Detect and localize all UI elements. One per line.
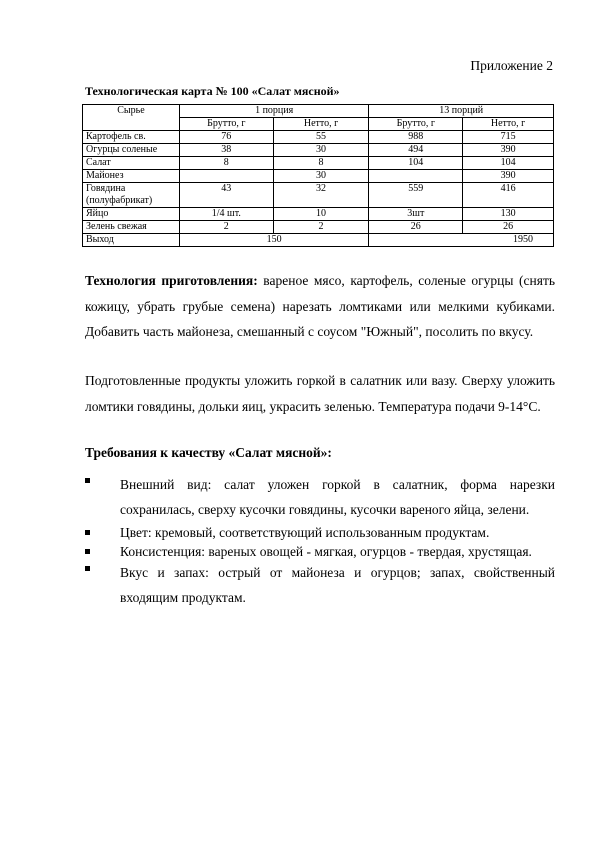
gross-thirteen <box>369 170 463 183</box>
gross-one: 76 <box>179 131 273 144</box>
net-one: 30 <box>273 170 369 183</box>
requirement-text: Внешний вид: салат уложен горкой в салатник, форма нарезки сохранилась, сверху кусочки говядины, кусочки вареного яйца, зелени. <box>120 477 555 517</box>
list-item <box>85 543 555 560</box>
ingredient-name: Картофель св. <box>83 131 180 144</box>
output-row <box>83 234 554 247</box>
table-row <box>83 221 554 234</box>
bullet-icon <box>85 530 90 535</box>
gross-thirteen: 988 <box>369 131 463 144</box>
preparation-paragraph: Подготовленные продукты уложить горкой в салатник или вазу. Сверху уложить ломтики говядины, дольки яиц, украсить зеленью. Температура подачи 9-14°С. <box>85 373 555 414</box>
header-net-13: Нетто, г <box>463 118 554 131</box>
net-one: 30 <box>273 144 369 157</box>
list-item <box>85 560 555 610</box>
requirement-text: Консистенция: вареных овощей - мягкая, огурцов - твердая, хрустящая. <box>120 544 532 559</box>
table-row <box>83 170 554 183</box>
table-row <box>83 183 554 208</box>
table-row <box>83 131 554 144</box>
gross-thirteen: 494 <box>369 144 463 157</box>
bullet-icon <box>85 566 90 571</box>
technology-paragraph <box>85 268 555 345</box>
net-one: 8 <box>273 157 369 170</box>
quality-title: Требования к качеству «Салат мясной»: <box>85 445 332 460</box>
bullet-icon <box>85 549 90 554</box>
net-thirteen: 715 <box>463 131 554 144</box>
list-item <box>85 524 555 541</box>
header-raw: Сырье <box>83 105 180 131</box>
list-item <box>85 472 555 522</box>
header-thirteen-portions: 13 порций <box>369 105 554 118</box>
gross-one: 2 <box>179 221 273 234</box>
net-thirteen: 26 <box>463 221 554 234</box>
gross-one: 8 <box>179 157 273 170</box>
bullet-icon <box>85 478 90 483</box>
table-row <box>83 208 554 221</box>
net-thirteen: 390 <box>463 144 554 157</box>
header-net-1: Нетто, г <box>273 118 369 131</box>
gross-thirteen: 559 <box>369 183 463 208</box>
output-label: Выход <box>83 234 180 247</box>
requirement-text: Вкус и запах: острый от майонеза и огурцов; запах, свойственный входящим продуктам. <box>120 565 555 605</box>
gross-thirteen: 3шт <box>369 208 463 221</box>
gross-one: 1/4 шт. <box>179 208 273 221</box>
output-thirteen: 1950 <box>369 234 554 247</box>
technology-text: вареное мясо, картофель, соленые огурцы (снять кожицу, убрать грубые семена) нарезать ломтиками или мелкими кубиками. Добавить часть майонеза, смешанный с соусом "Южный", посолить по вкусу. <box>85 273 555 339</box>
net-one: 55 <box>273 131 369 144</box>
gross-one: 43 <box>179 183 273 208</box>
ingredient-name: Огурцы соленые <box>83 144 180 157</box>
gross-one <box>179 170 273 183</box>
quality-requirements-list <box>85 472 555 610</box>
gross-thirteen: 104 <box>369 157 463 170</box>
net-thirteen: 104 <box>463 157 554 170</box>
header-one-portion: 1 порция <box>179 105 369 118</box>
ingredient-name: Яйцо <box>83 208 180 221</box>
header-gross-13: Брутто, г <box>369 118 463 131</box>
gross-thirteen: 26 <box>369 221 463 234</box>
net-one: 32 <box>273 183 369 208</box>
ingredient-name: Говядина (полуфабрикат) <box>83 183 180 208</box>
ingredient-name: Салат <box>83 157 180 170</box>
ingredient-name: Майонез <box>83 170 180 183</box>
table-row <box>83 144 554 157</box>
tech-card-title: Технологическая карта № 100 «Салат мясной» <box>85 84 340 98</box>
gross-one: 38 <box>179 144 273 157</box>
net-one: 10 <box>273 208 369 221</box>
net-thirteen: 416 <box>463 183 554 208</box>
header-gross-1: Брутто, г <box>179 118 273 131</box>
recipe-table <box>82 104 554 247</box>
net-thirteen: 390 <box>463 170 554 183</box>
net-thirteen: 130 <box>463 208 554 221</box>
ingredient-name: Зелень свежая <box>83 221 180 234</box>
technology-label: Технология приготовления: <box>85 273 258 288</box>
appendix-label: Приложение 2 <box>470 58 553 73</box>
output-one: 150 <box>179 234 369 247</box>
net-one: 2 <box>273 221 369 234</box>
table-row <box>83 157 554 170</box>
requirement-text: Цвет: кремовый, соответствующий использованным продуктам. <box>120 525 490 540</box>
